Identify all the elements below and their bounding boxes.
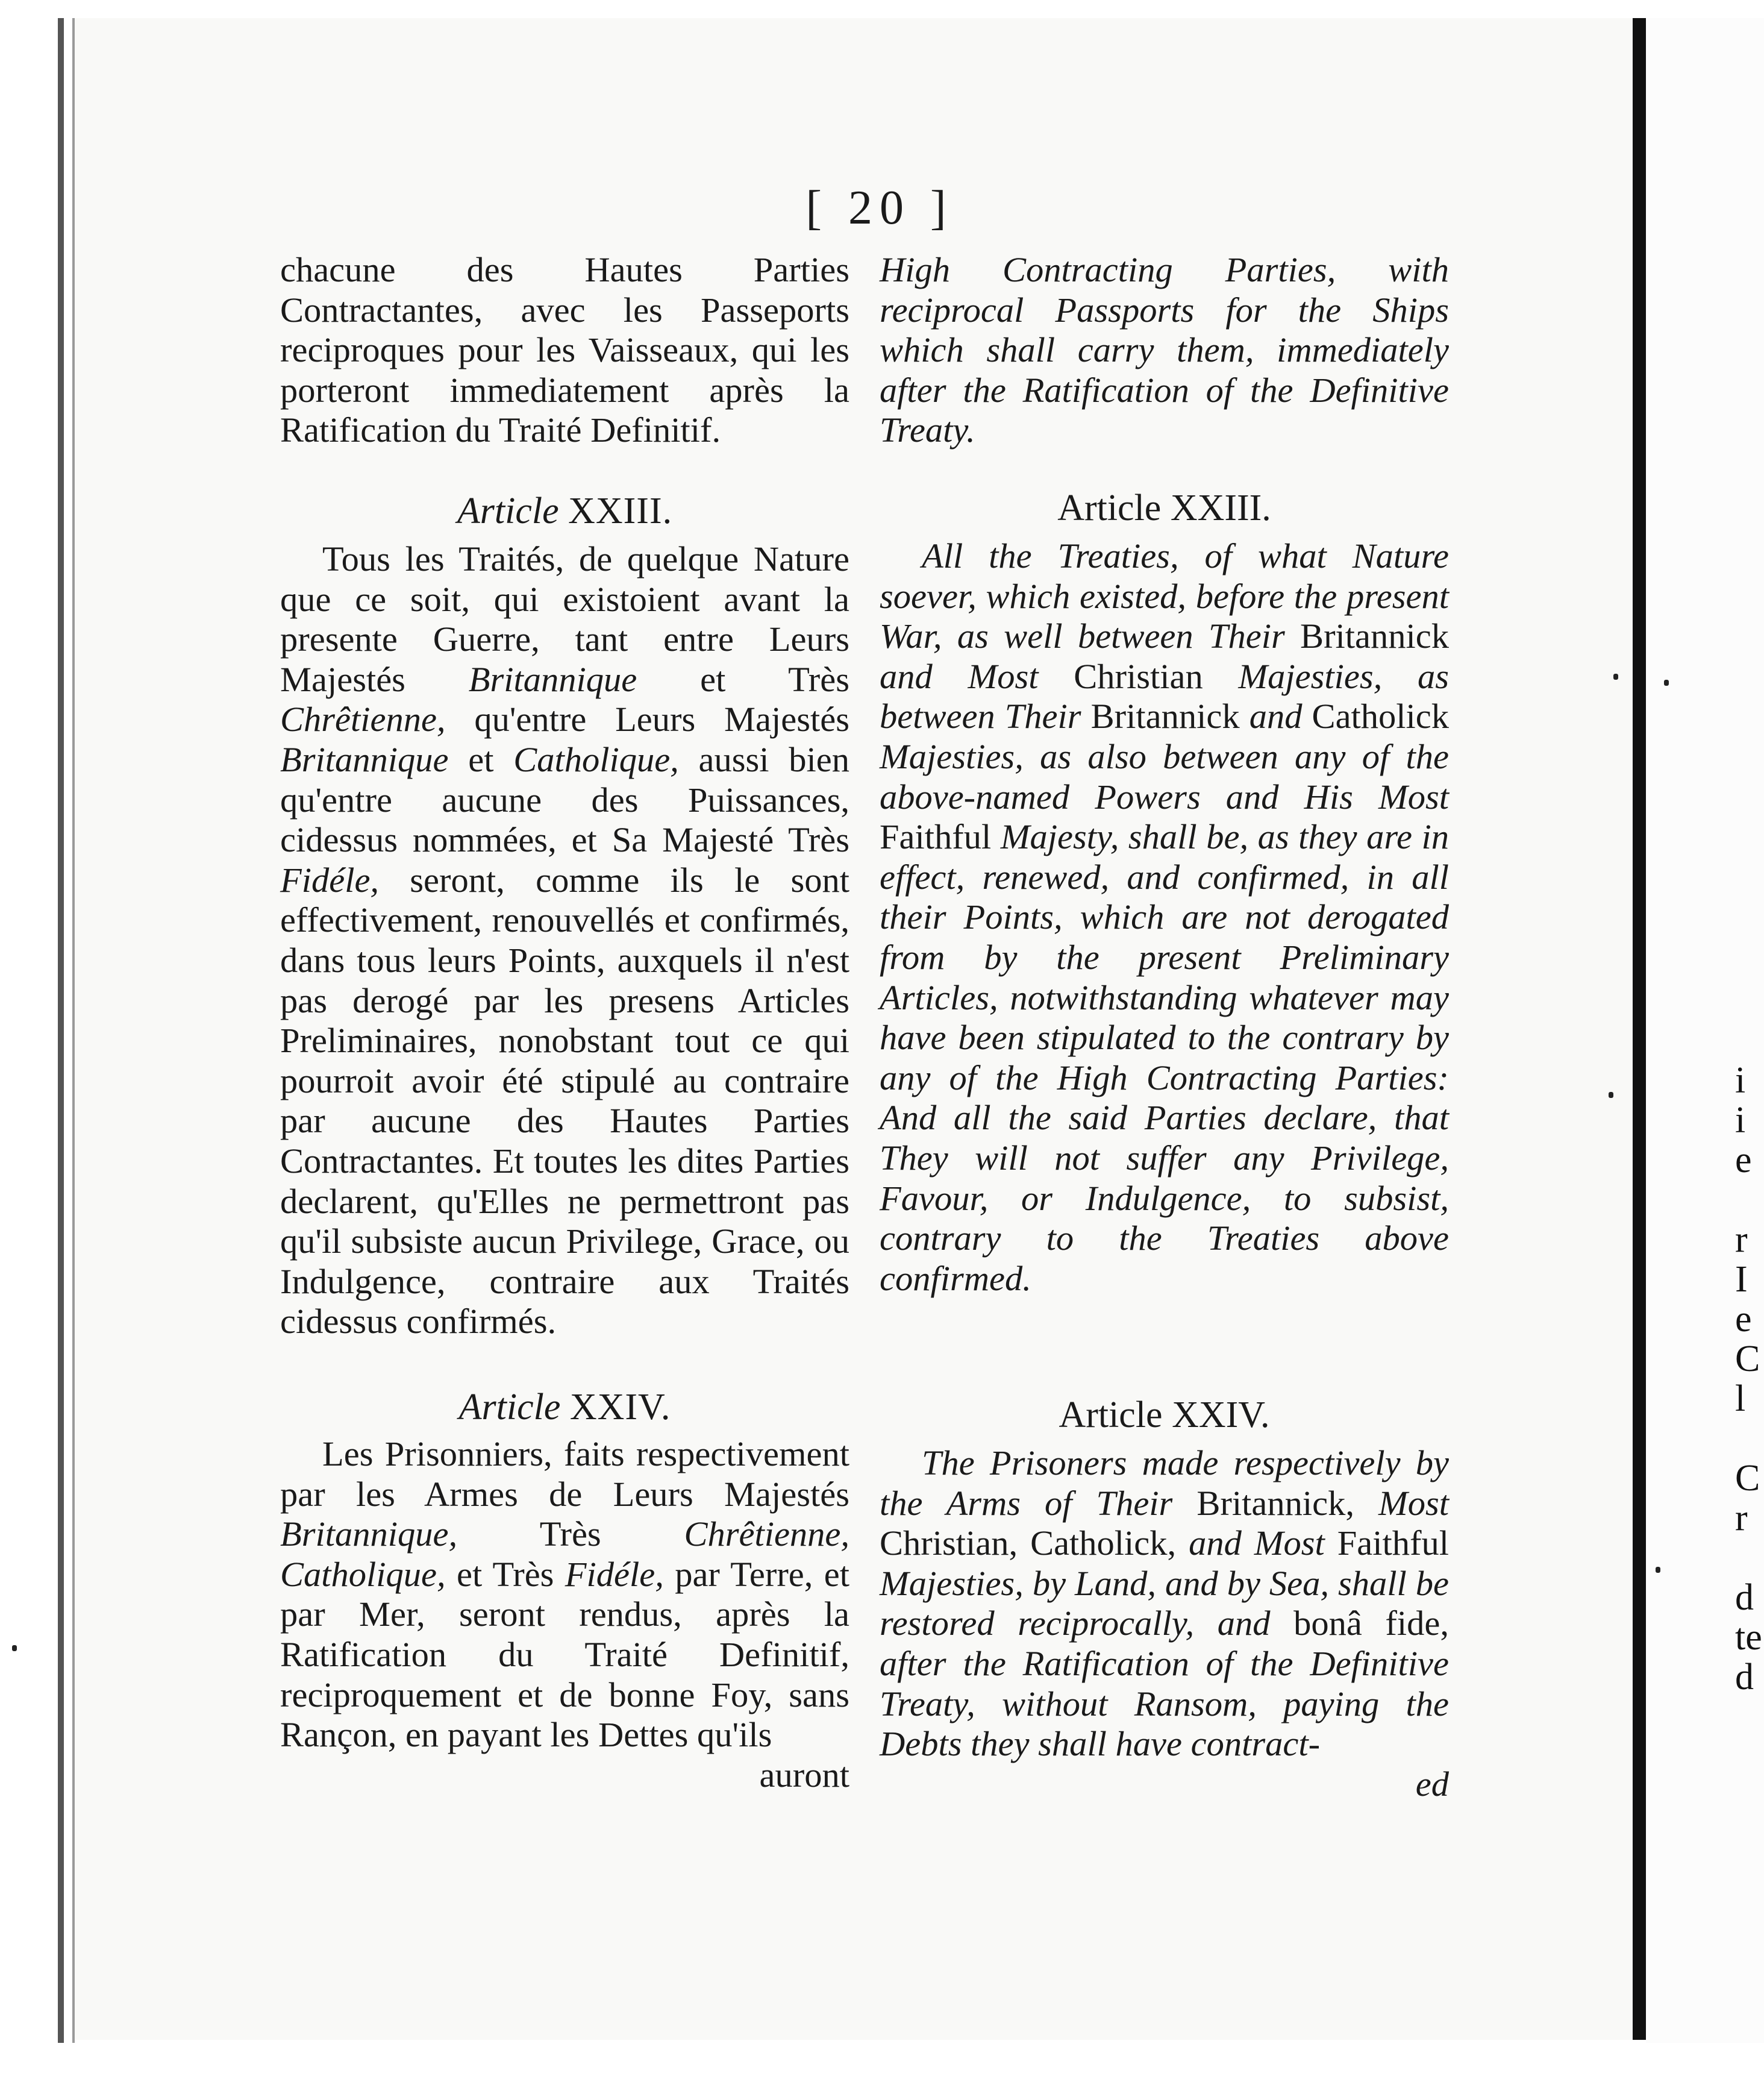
english-article-23-text xyxy=(880,536,1449,1299)
ink-speck xyxy=(1609,1092,1613,1098)
italic-run: Fidéle, xyxy=(280,860,380,900)
text-run: and Most xyxy=(880,656,1074,696)
english-article-23 xyxy=(880,536,1449,1299)
italic-run: Britannique xyxy=(280,739,449,779)
fragment: r xyxy=(1735,1498,1748,1538)
fragment: l xyxy=(1735,1378,1746,1419)
fragment: C xyxy=(1735,1338,1760,1379)
english-article-23-heading: Article XXIII. xyxy=(1057,488,1271,528)
text-run: after the Ratification of the Definitive Treaty, without Ransom, paying the Debts they shall have contract- xyxy=(880,1643,1449,1764)
text-run: and xyxy=(1239,697,1312,736)
roman-run: Britannick xyxy=(1300,616,1449,656)
fragment: i xyxy=(1735,1100,1746,1141)
ink-speck xyxy=(12,1645,17,1651)
text-run: Majesties, as between Their xyxy=(880,656,1449,736)
text-run: Most xyxy=(1354,1483,1449,1523)
fragment: i xyxy=(1735,1060,1746,1101)
english-article-24-heading: Article XXIV. xyxy=(1059,1394,1270,1435)
text-run: Majesties, as also between any of the above-named Powers and His Most xyxy=(880,736,1449,817)
roman-run: Christian, Catholick, xyxy=(880,1523,1177,1563)
roman-run: bonâ fide, xyxy=(1293,1604,1449,1643)
french-article-23 xyxy=(280,539,849,1342)
fragment: C xyxy=(1735,1458,1760,1499)
english-continuation: High Contracting Parties, with reciprocal Passports for the Ships which shall carry them, immediately after the Ratification of the Definitive Treaty. xyxy=(880,250,1449,450)
page-number: [ 20 ] xyxy=(805,181,954,234)
roman-run: Faithful xyxy=(1337,1523,1450,1563)
italic-run: Fidéle, xyxy=(565,1554,664,1594)
text-run: Les Prisonniers, faits respectivement par les Armes de Leurs Majestés xyxy=(280,1434,849,1514)
ink-speck xyxy=(1664,680,1669,686)
text-run: qu'entre Leurs Majestés xyxy=(445,700,849,739)
french-article-23-heading xyxy=(280,491,849,532)
text-run: and Most xyxy=(1176,1523,1337,1563)
italic-run: Chrêtienne, xyxy=(280,700,446,739)
text-run: Tous les Traités, de quelque Nature que ce soit, qui existoient avant la presente Guerre, tant entre Leurs Majestés xyxy=(280,539,849,699)
text-run: Très xyxy=(457,1514,684,1554)
french-article-24-text xyxy=(280,1434,849,1755)
roman-run: Britannick, xyxy=(1196,1483,1354,1523)
roman-run: Faithful xyxy=(880,817,992,857)
italic-run: Catholique, xyxy=(513,739,679,779)
text-run: aussi bien qu'entre aucune des Puissances, cidessus nommées, et Sa Majesté Très xyxy=(280,739,850,860)
fragment: e xyxy=(1735,1299,1752,1340)
fragment xyxy=(1735,1538,1762,1578)
book-gutter xyxy=(1633,18,1646,2040)
french-article-24-heading xyxy=(280,1387,849,1428)
english-catchword: ed xyxy=(1415,1764,1449,1804)
english-column xyxy=(880,250,1449,451)
french-continuation: chacune des Hautes Parties Contractantes, avec les Passeports reciproques pour les Vaisseaux, qui les porteront immediatement après la Ratification du Traité Definitif. xyxy=(280,250,849,450)
text-run: Majesty, shall be, as they are in effect, renewed, and confirmed, in all their Points, which are not derogated from by the present Preliminary Articles, notwithstanding whatever may have been stipulated to the contrary by any of the High Contracting Parties: And all the said Parties declare, that They will not suffer any Privilege, Favour, or Indulgence, to subsist, contrary to the Treaties above confirmed. xyxy=(880,817,1449,1298)
italic-run: Britannique xyxy=(468,659,637,699)
fragment xyxy=(1735,1180,1762,1220)
french-article-24 xyxy=(280,1434,849,1795)
italic-run: Chrêtienne, xyxy=(684,1514,849,1554)
roman-run: Christian xyxy=(1074,656,1203,696)
fragment: d xyxy=(1735,1657,1754,1698)
text-run: Majesties, by Land, and by Sea, shall be restored reciprocally, and xyxy=(880,1563,1449,1643)
scan-border xyxy=(58,18,64,2043)
text-run: All the Treaties, of what Nature soever, which existed, before the present War, as well between Their xyxy=(880,536,1449,656)
fragment: I xyxy=(1735,1259,1748,1300)
text-run: et Très xyxy=(445,1554,565,1594)
fragment: d xyxy=(1735,1577,1754,1618)
fragment: e xyxy=(1735,1140,1752,1181)
text-run: par Terre, et par Mer, seront rendus, après la Ratification du Traité Definitif, reciproquement et de bonne Foy, sans Rançon, en payant les Dettes qu'ils xyxy=(280,1554,849,1755)
fragment: r xyxy=(1735,1219,1748,1260)
english-article-24 xyxy=(880,1443,1449,1804)
fragment: te xyxy=(1735,1617,1762,1658)
facing-page-text-fragments xyxy=(1735,1061,1762,1697)
fragment xyxy=(1735,1419,1762,1458)
ink-speck xyxy=(1656,1567,1660,1573)
facing-page-edge xyxy=(1646,18,1764,2043)
english-article-24-text xyxy=(880,1443,1449,1764)
italic-run: Catholique, xyxy=(280,1554,446,1594)
italic-run: Britannique, xyxy=(280,1514,458,1554)
heading-label: Article xyxy=(458,1387,561,1428)
text-run: seront, comme ils le sont effectivement, renouvellés et confirmés, dans tous leurs Points, auxquels il n'est pas derogé par les presens Articles Preliminaires, nonobstant tout ce qui pourroit avoir été stipulé au contraire par aucune des Hautes Parties Contractantes. Et toutes les dites Parties declarent, qu'Elles ne permettront pas qu'il subsiste aucun Privilege, Grace, ou Indulgence, contraire aux Traités cidessus confirmés. xyxy=(280,860,849,1341)
ink-speck xyxy=(1613,674,1618,680)
text-run: The Prisoners made respectively by the Arms of Their xyxy=(880,1443,1449,1523)
roman-run: Britannick xyxy=(1090,697,1240,736)
text-run: et xyxy=(448,739,514,779)
french-catchword: auront xyxy=(759,1755,849,1795)
french-column xyxy=(280,250,849,451)
roman-run: Catholick xyxy=(1312,697,1450,736)
text-run: et Très xyxy=(637,659,849,699)
french-article-23-text xyxy=(280,539,849,1342)
heading-numeral: XXIII. xyxy=(568,491,673,532)
heading-numeral: XXIV. xyxy=(569,1387,671,1428)
heading-label: Article xyxy=(457,491,559,532)
